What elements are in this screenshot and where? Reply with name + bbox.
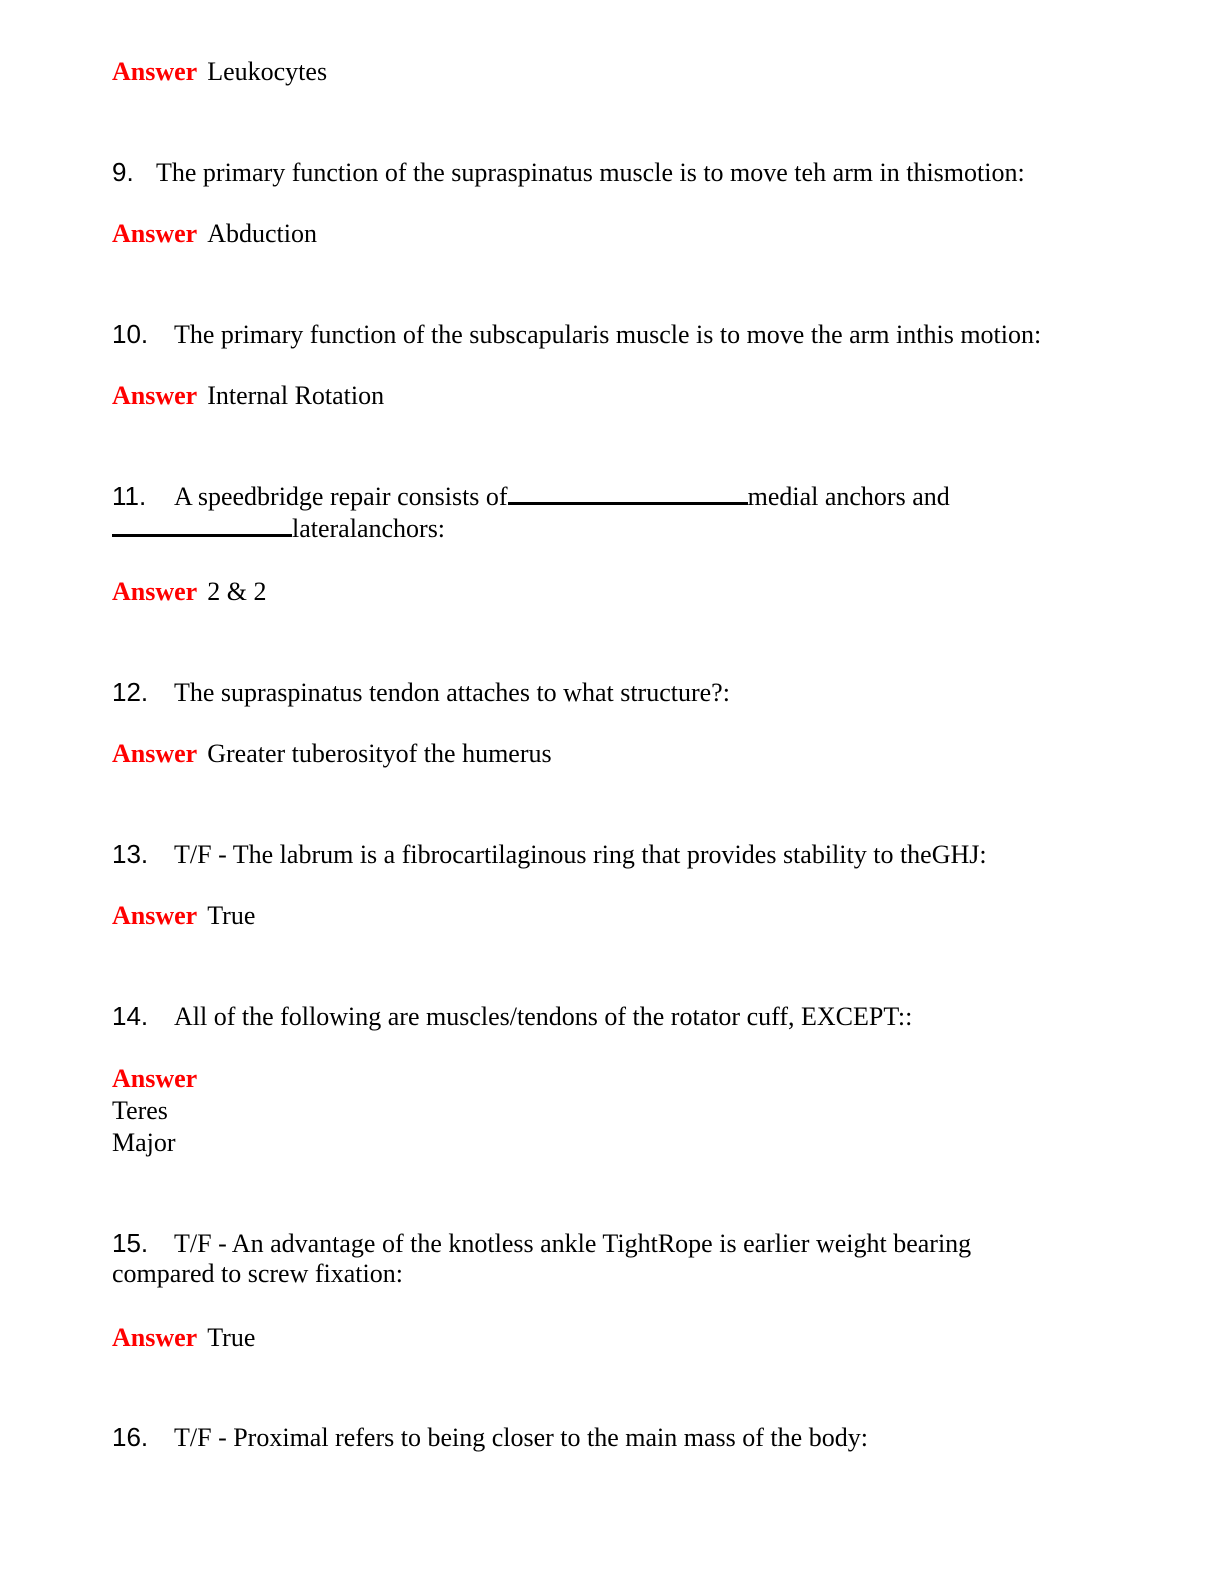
question-9 — [112, 156, 1025, 189]
answer-text: True — [207, 901, 256, 930]
question-number: 10. — [112, 319, 149, 349]
question-11 — [112, 480, 950, 513]
question-number: 12. — [112, 677, 149, 707]
question-number: 15. — [112, 1228, 149, 1258]
answer-label: Answer — [112, 901, 198, 930]
answer-14-line-1 — [112, 1095, 168, 1127]
answer-text: Teres — [112, 1096, 168, 1125]
answer-label: Answer — [112, 219, 198, 248]
answer-text: True — [207, 1323, 256, 1352]
question-number: 14. — [112, 1001, 149, 1031]
question-10 — [112, 318, 1041, 351]
answer-text: Greater tuberosityof the humerus — [207, 739, 552, 768]
question-text: The supraspinatus tendon attaches to what structure?: — [174, 678, 730, 707]
question-text: T/F - An advantage of the knotless ankle TightRope is earlier weight bearing — [174, 1229, 972, 1258]
fill-in-blank — [112, 512, 292, 537]
answer-label: Answer — [112, 577, 198, 606]
answer-15 — [112, 1322, 255, 1354]
answer-13 — [112, 900, 255, 932]
answer-11 — [112, 576, 266, 608]
answer-10 — [112, 380, 384, 412]
question-text: T/F - Proximal refers to being closer to the main mass of the body: — [174, 1423, 868, 1452]
answer-text: Abduction — [207, 219, 317, 248]
answer-9 — [112, 218, 317, 250]
answer-label: Answer — [112, 381, 198, 410]
answer-text: Internal Rotation — [207, 381, 385, 410]
answer-text: 2 & 2 — [207, 577, 267, 606]
question-text: The primary function of the supraspinatus muscle is to move teh arm in thismotion: — [156, 158, 1025, 187]
question-text: T/F - The labrum is a fibrocartilaginous ring that provides stability to theGHJ: — [174, 840, 987, 869]
question-text: A speedbridge repair consists of — [174, 482, 508, 511]
answer-14 — [112, 1063, 197, 1095]
question-12 — [112, 676, 730, 709]
question-text-cont: compared to screw fixation: — [112, 1259, 403, 1288]
answer-8 — [112, 56, 327, 88]
question-text: The primary function of the subscapularis muscle is to move the arm inthis motion: — [174, 320, 1042, 349]
answer-text: Major — [112, 1128, 176, 1157]
question-number: 13. — [112, 839, 149, 869]
answer-label: Answer — [112, 1064, 198, 1093]
question-13 — [112, 838, 987, 871]
question-text-cont: medial anchors and — [747, 482, 950, 511]
question-11-line-2 — [112, 512, 445, 545]
answer-14-line-2 — [112, 1127, 176, 1159]
fill-in-blank — [508, 480, 748, 505]
question-text: All of the following are muscles/tendons of the rotator cuff, EXCEPT:: — [174, 1002, 913, 1031]
answer-text: Leukocytes — [207, 57, 328, 86]
question-text-cont: lateralanchors: — [292, 514, 446, 543]
question-14 — [112, 1000, 912, 1033]
question-15 — [112, 1227, 971, 1260]
question-16 — [112, 1421, 868, 1454]
question-number: 11. — [112, 481, 147, 511]
answer-label: Answer — [112, 57, 198, 86]
answer-label: Answer — [112, 739, 198, 768]
question-15-line-2 — [112, 1258, 403, 1290]
question-number: 16. — [112, 1422, 149, 1452]
question-number: 9. — [112, 157, 134, 187]
answer-label: Answer — [112, 1323, 198, 1352]
answer-12 — [112, 738, 552, 770]
